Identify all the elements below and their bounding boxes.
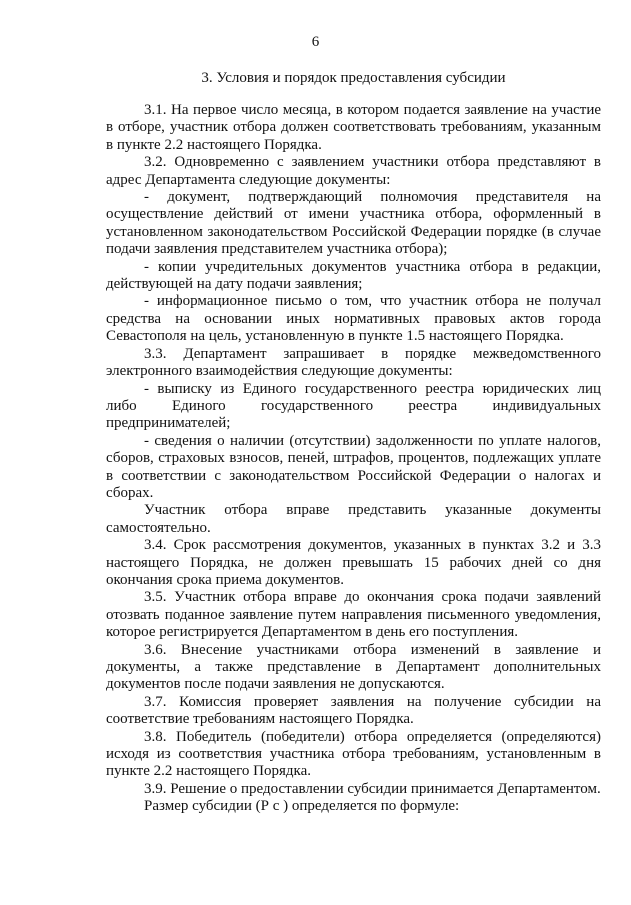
list-item-information-letter: - информационное письмо о том, что участник отбора не получал средства на основании иных нормативных правовых актов города Севастополя на цель, установленную в пункте 1.5 настоящего Порядка. [106,293,601,345]
paragraph-subsidy-formula: Размер субсидии (Р с ) определяется по формуле: [144,798,460,815]
paragraph-3-2: 3.2. Одновременно с заявлением участники отбора представляют в адрес Департамента следующие документы: [106,154,601,188]
paragraph-3-8: 3.8. Победитель (победители) отбора определяется (определяются) исходя из соответствия участника отбора требованиям, установленным в пункте 2.2 настоящего Порядка. [106,728,601,780]
section-heading: 3. Условия и порядок предоставления субсидии [201,70,506,86]
paragraph-3-6: 3.6. Внесение участниками отбора изменений в заявление и документы, а также представление в Департамент дополнительных документов после подачи заявления не допускаются. [106,641,601,693]
list-item-founding-documents: - копии учредительных документов участника отбора в редакции, действующей на дату подачи заявления; [106,258,601,293]
paragraph-3-3: 3.3. Департамент запрашивает в порядке межведомственного электронного взаимодействия следующие документы: [106,345,601,380]
paragraph-3-9: 3.9. Решение о предоставлении субсидии принимается Департаментом. [144,780,601,797]
paragraph-3-5: 3.5. Участник отбора вправе до окончания срока подачи заявлений отозвать поданное заявление путем направления письменного уведомления, которое регистрируется Департаментом в день его поступления. [106,589,601,641]
paragraph-self-submission: Участник отбора вправе представить указанные документы самостоятельно. [106,502,601,536]
paragraph-3-4: 3.4. Срок рассмотрения документов, указанных в пунктах 3.2 и 3.3 настоящего Порядка, не должен превышать 15 рабочих дней со дня окончания срока приема документов. [106,537,601,588]
document-body [106,102,601,816]
paragraph-3-7: 3.7. Комиссия проверяет заявления на получение субсидии на соответствие требованиям настоящего Порядка. [106,693,601,728]
list-item-debt-information: - сведения о наличии (отсутствии) задолженности по уплате налогов, сборов, страховых взносов, пеней, штрафов, процентов, подлежащих уплате в соответствии с законодательством Российской Федерации о налогах и сборах. [106,432,601,501]
list-item-authority-document: - документ, подтверждающий полномочия представителя на осуществление действий от имени участника отбора, оформленный в установленном законодательством Российской Федерации порядке (в случае подачи заявления представителем участника отбора); [106,189,601,258]
list-item-registry-extract: - выписку из Единого государственного реестра юридических лиц либо Единого государственного реестра индивидуальных предпринимателей; [106,380,601,432]
page-number: 6 [311,34,320,50]
paragraph-3-1: 3.1. На первое число месяца, в котором подается заявление на участие в отборе, участник отбора должен соответствовать требованиям, указанным в пункте 2.2 настоящего Порядка. [106,102,601,153]
